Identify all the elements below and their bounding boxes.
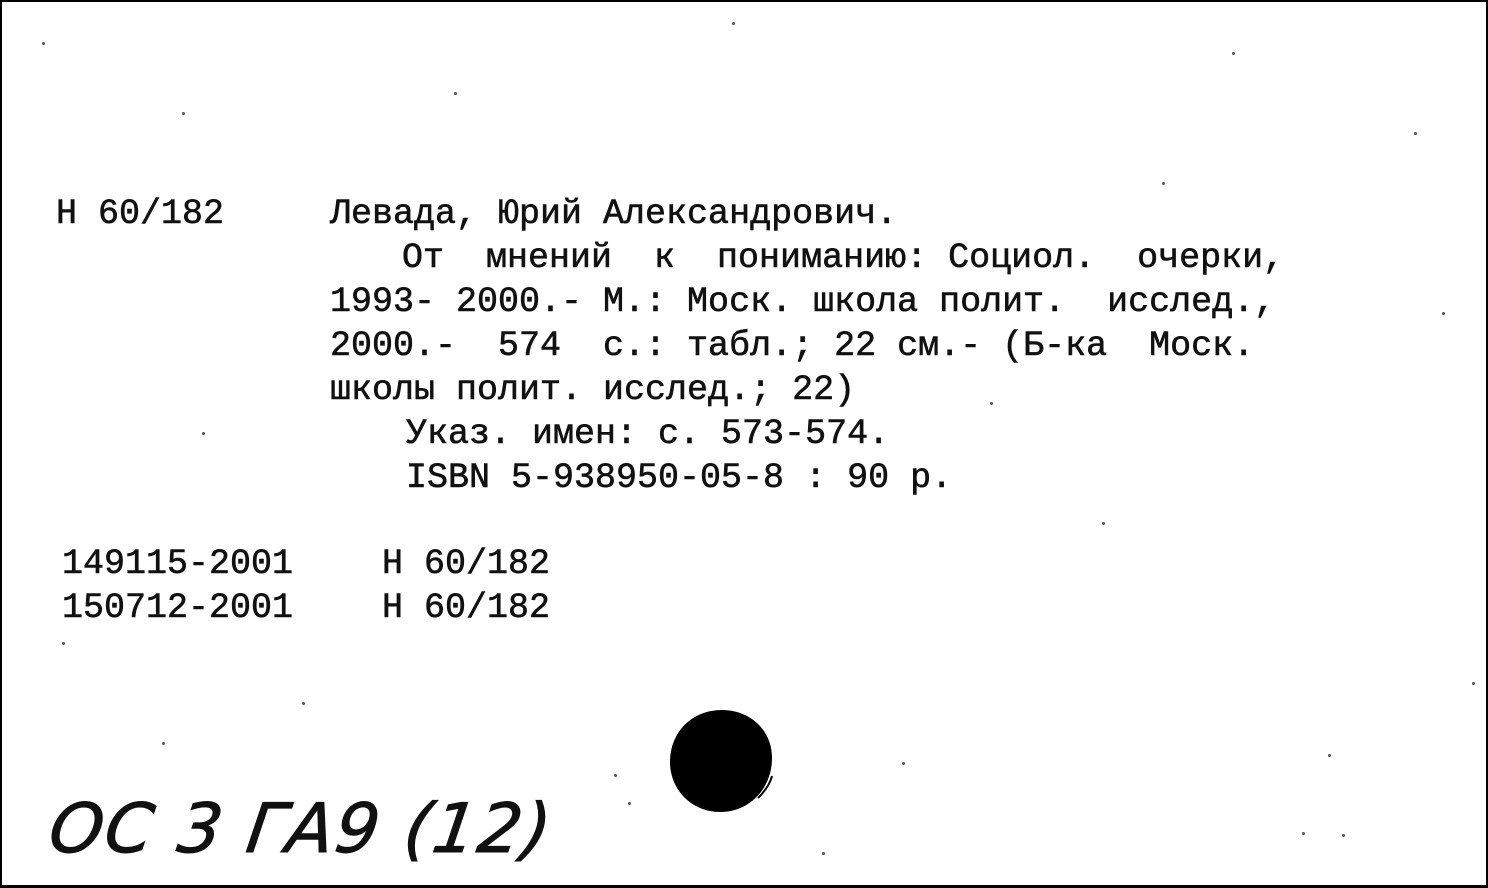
inventory-number: 149115-2001 (62, 544, 294, 584)
inventory-number: 150712-2001 (62, 588, 294, 628)
punch-hole (662, 702, 782, 822)
author-heading: Левада, Юрий Александрович. (330, 194, 898, 234)
shelfmark: Н 60/182 (56, 194, 225, 234)
handwritten-code: ОС 3 ГА9 (12) (44, 790, 558, 869)
inventory-shelfmark: Н 60/182 (382, 588, 551, 628)
title-line-4: школы полит. исслед.; 22) (330, 370, 856, 410)
index-note: Указ. имен: с. 573-574. (406, 414, 890, 454)
title-line-3: 2000.- 574 с.: табл.; 22 см.- (Б-ка Моск. (330, 326, 1255, 366)
title-line-1: От мнений к пониманию: Социол. очерки, (402, 238, 1285, 278)
isbn-price: ISBN 5-938950-05-8 : 90 р. (406, 458, 953, 498)
title-line-2: 1993- 2000.- М.: Моск. школа полит. исслед., (330, 282, 1276, 322)
inventory-shelfmark: Н 60/182 (382, 544, 551, 584)
